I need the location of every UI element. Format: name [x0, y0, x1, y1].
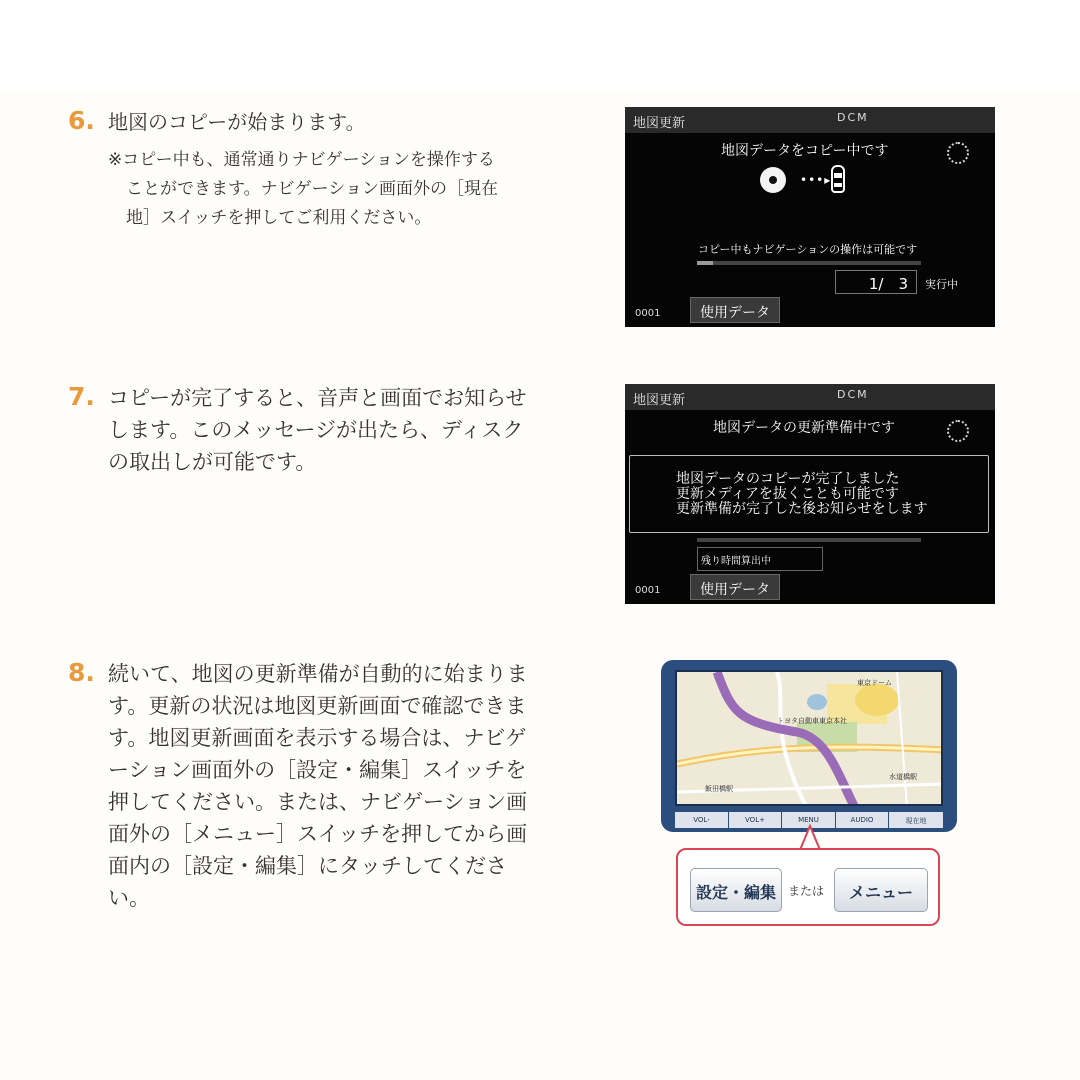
- body-line: ーション画面外の［設定・編集］スイッチを: [108, 758, 527, 782]
- note-line: ※コピー中も、通常通りナビゲーションを操作する: [108, 150, 495, 170]
- map-screen: [675, 670, 943, 806]
- nav-screen-copying: [625, 107, 995, 327]
- progress-fill: [697, 261, 713, 265]
- map-label: 東京ドーム: [857, 679, 892, 687]
- screen-title: 地図更新: [633, 116, 686, 131]
- disc-icon: [760, 167, 786, 193]
- step-body: [108, 658, 558, 914]
- body-line: い。: [108, 886, 150, 910]
- usage-data-button[interactable]: 使用データ: [690, 297, 780, 323]
- body-line: します。このメッセージが出たら、ディスク: [108, 418, 524, 442]
- body-line: の取出しが可能です。: [108, 450, 317, 474]
- current-location-button[interactable]: 現在地: [889, 812, 943, 828]
- car-icon: [831, 165, 845, 193]
- progress-bar: [697, 538, 921, 542]
- body-line: コピーが完了すると、音声と画面でお知らせ: [108, 386, 527, 410]
- step-body: [108, 382, 558, 478]
- body-line: 押してください。または、ナビゲーション画: [108, 790, 528, 814]
- head-unit: [661, 660, 957, 832]
- switch-callout: [676, 848, 940, 926]
- prepare-message: 地図データの更新準備中です: [713, 420, 895, 436]
- vol-up-button[interactable]: VOL+: [729, 812, 782, 828]
- screen-code: 0001: [635, 308, 661, 319]
- dialog-line: 地図データのコピーが完了しました: [676, 471, 900, 487]
- step-note: [108, 146, 548, 233]
- screen-title: 地図更新: [633, 393, 686, 408]
- spinner-icon: [947, 420, 969, 442]
- step-number: 8.: [68, 658, 95, 687]
- top-band: [0, 0, 1080, 92]
- status-icons: DCM: [837, 111, 869, 124]
- body-line: 面外の［メニュー］スイッチを押してから画: [108, 822, 528, 846]
- arrow-icon: •••▸: [800, 173, 832, 187]
- map-label: 水道橋駅: [889, 773, 917, 781]
- counter-status: 実行中: [925, 278, 958, 291]
- usage-data-button[interactable]: 使用データ: [690, 574, 780, 600]
- body-line: す。更新の状況は地図更新画面で確認できま: [108, 694, 527, 718]
- copy-message: 地図データをコピー中です: [721, 143, 889, 159]
- step-6: [68, 106, 548, 226]
- body-line: 続いて、地図の更新準備が自動的に始まりま: [108, 662, 528, 686]
- nav-screen-preparing: [625, 384, 995, 604]
- note-line: ことができます。ナビゲーション画面外の［現在: [126, 179, 498, 199]
- counter-box: 1/ 3: [835, 270, 917, 294]
- dialog-line: 更新メディアを抜くことも可能です: [676, 486, 899, 502]
- step-7: [68, 382, 558, 482]
- screen-header: [625, 107, 995, 133]
- progress-bar: [697, 261, 921, 265]
- dialog-line: 更新準備が完了した後お知らせをします: [676, 501, 928, 517]
- body-line: す。地図更新画面を表示する場合は、ナビゲ: [108, 726, 527, 750]
- body-line: 面内の［設定・編集］にタッチしてくださ: [108, 854, 507, 878]
- status-icons: DCM: [837, 388, 869, 401]
- vol-down-button[interactable]: VOL-: [675, 812, 729, 828]
- time-remaining-box: 残り時間算出中: [697, 547, 823, 571]
- step-8: [68, 658, 558, 928]
- spinner-icon: [947, 142, 969, 164]
- menu-screen-button[interactable]: メニュー: [834, 868, 928, 912]
- step-title: 地図のコピーが始まります。: [108, 110, 366, 134]
- settings-edit-button[interactable]: 設定・編集: [690, 868, 782, 912]
- screen-code: 0001: [635, 585, 661, 596]
- step-number: 7.: [68, 382, 95, 411]
- completion-dialog: [629, 455, 989, 533]
- step-number: 6.: [68, 106, 95, 135]
- info-text: コピー中もナビゲーションの操作は可能です: [698, 243, 918, 256]
- or-text: または: [788, 884, 825, 898]
- audio-button[interactable]: AUDIO: [836, 812, 889, 828]
- map-label: トヨタ自動車東京本社: [777, 717, 847, 725]
- map-label: 飯田橋駅: [705, 785, 733, 793]
- note-line: 地］スイッチを押してご利用ください。: [126, 208, 432, 228]
- screen-header: [625, 384, 995, 410]
- menu-button[interactable]: MENU: [782, 812, 836, 828]
